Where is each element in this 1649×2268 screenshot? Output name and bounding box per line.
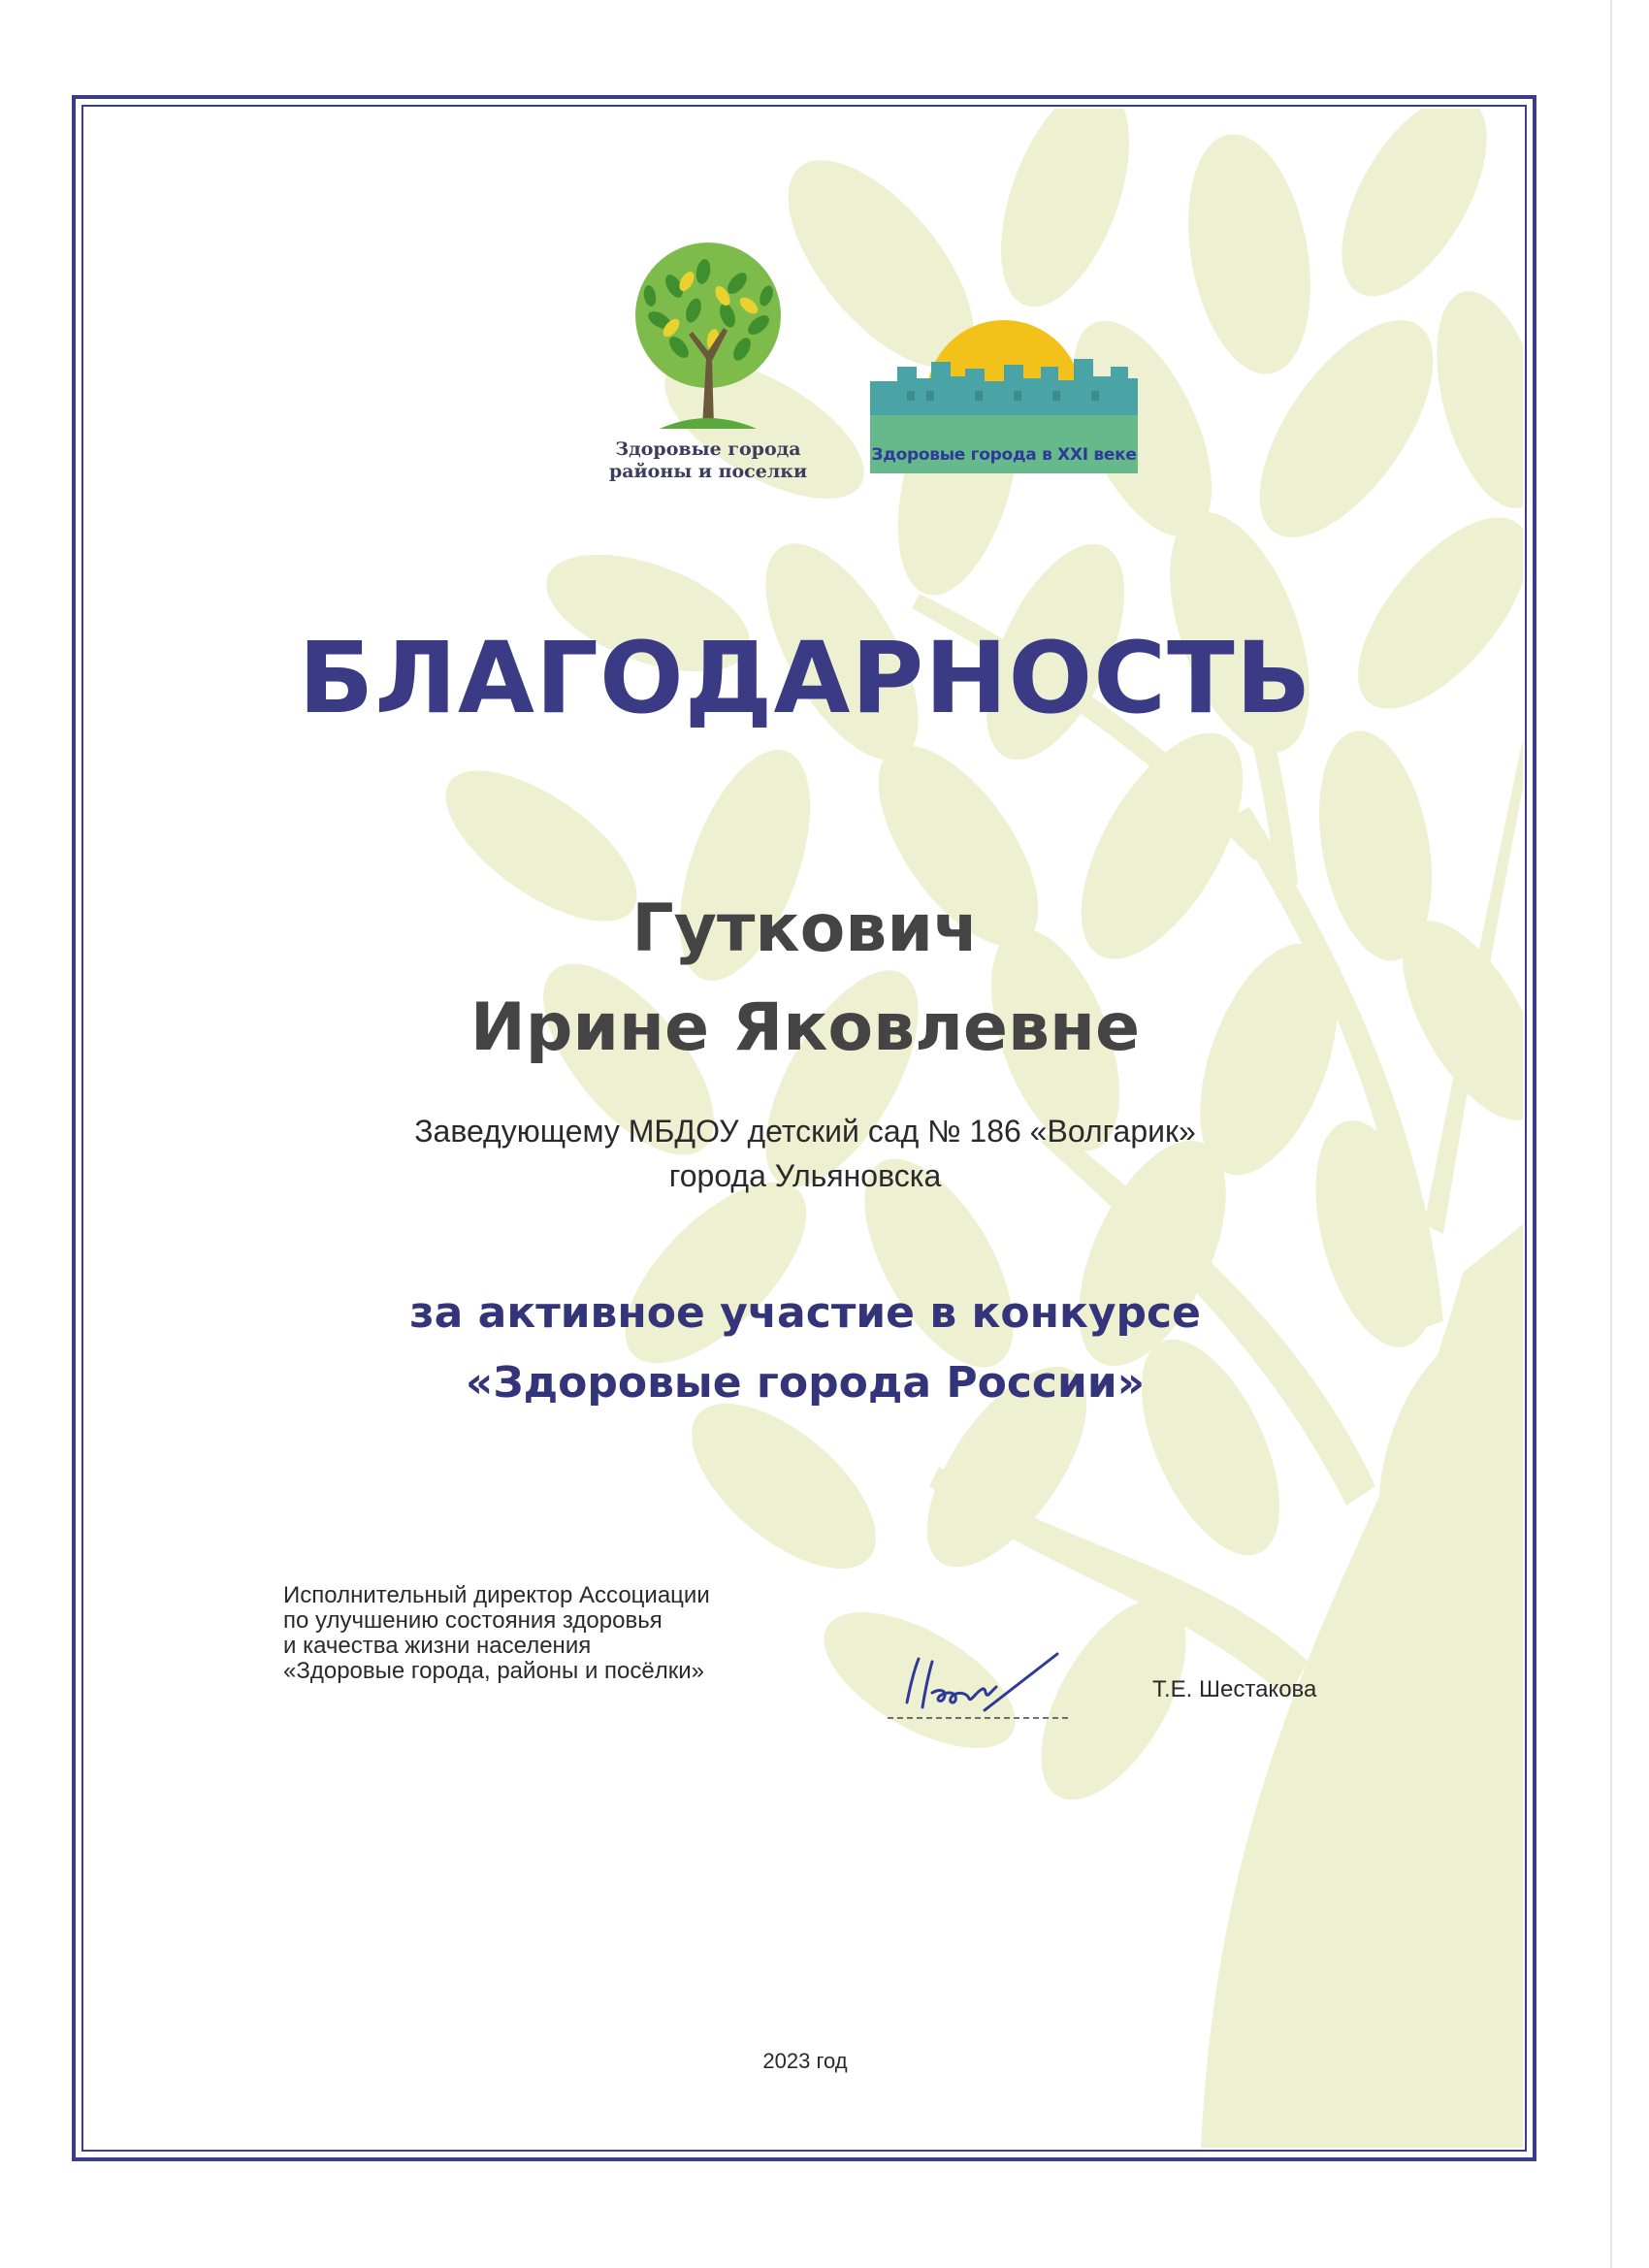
left-logo-line1: Здоровые города — [615, 438, 801, 460]
reason-line1: за активное участие в конкурсе — [409, 1288, 1201, 1338]
signer-title-line: и качества жизни населения — [283, 1633, 592, 1659]
signer-title-line: по улучшению состояния здоровья — [283, 1607, 663, 1634]
signer-title-line: Исполнительный директор Ассоциации — [283, 1582, 710, 1608]
document-title: БЛАГОДАРНОСТЬ — [298, 621, 1312, 736]
document-year: 2023 год — [762, 2049, 848, 2073]
right-logo-caption: Здоровые города в XXI веке — [871, 445, 1137, 465]
recipient-city: города Ульяновска — [668, 1158, 942, 1193]
scan-edge-line — [1610, 0, 1612, 2268]
reason-line2: «Здоровые города России» — [465, 1358, 1146, 1408]
recipient-given-name: Ирине Яковлевне — [469, 989, 1141, 1066]
left-logo-caption — [582, 438, 834, 483]
signer-name: Т.Е. Шестакова — [1152, 1676, 1317, 1702]
left-logo-line2: районы и поселки — [608, 461, 808, 482]
recipient-surname: Гуткович — [631, 891, 979, 967]
signer-title-line: «Здоровые города, районы и посёлки» — [283, 1658, 704, 1684]
handwritten-signature — [888, 1635, 1082, 1732]
signer-title — [283, 1583, 788, 1684]
recipient-position: Заведующему МБДОУ детский сад № 186 «Волгарик» — [414, 1114, 1196, 1149]
